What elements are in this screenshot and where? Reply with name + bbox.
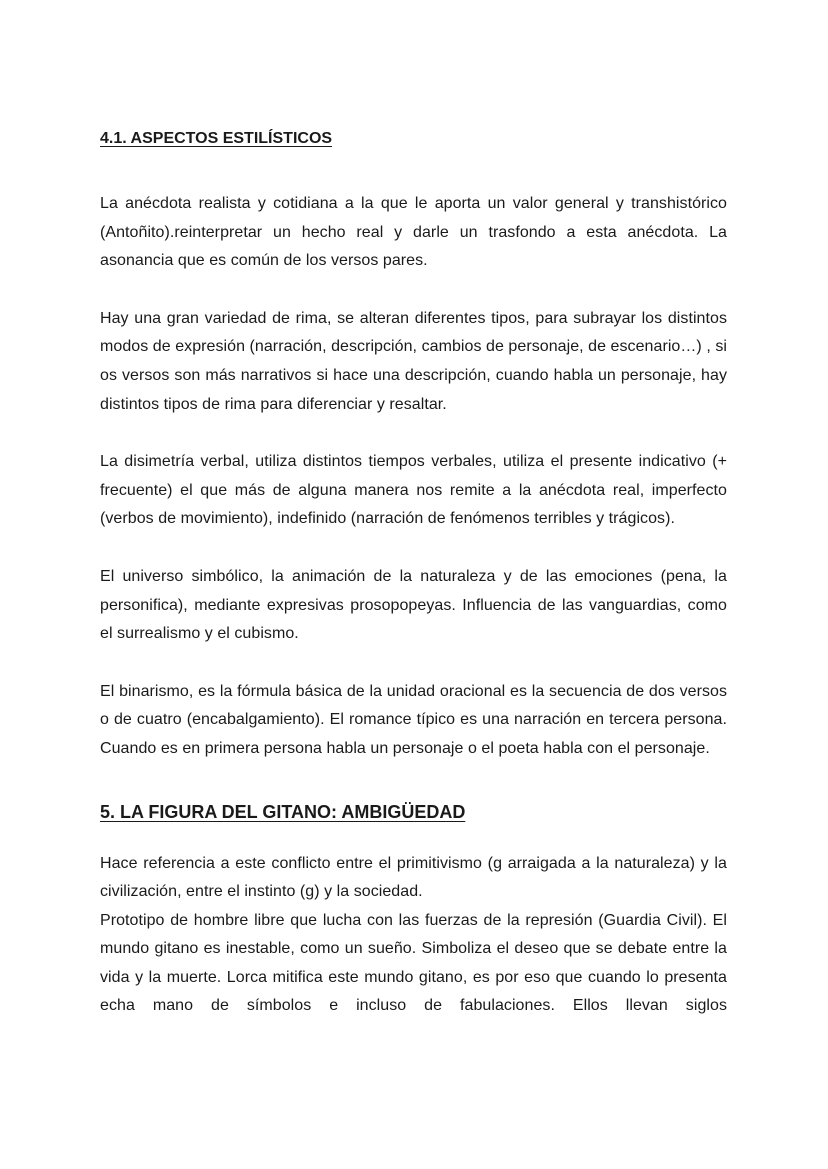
paragraph-universo-simbolico: El universo simbólico, la animación de la naturaleza y de las emociones (pena, la personifica), mediante expresivas prosopopeyas. Influencia de las vanguardias, como el surrealismo y el cubismo. [100,567,727,643]
section-4-1-heading: 4.1. ASPECTOS ESTILÍSTICOS [100,130,333,147]
paragraph-anecdota: La anécdota realista y cotidiana a la que le aporta un valor general y transhistórico (Antoñito).reinterpretar un hecho real y darle un trasfondo a esta anécdota. La asonancia que es común de los versos pares. [100,195,727,270]
document-page [100,120,727,1021]
paragraph-binarismo: El binarismo, es la fórmula básica de la unidad oracional es la secuencia de dos versos o de cuatro (encabalgamiento). El romance típico es una narración en tercera persona. Cuando es en primera persona habla un personaje o el poeta habla con el personaje. [100,682,727,757]
section-5-heading: 5. LA FIGURA DEL GITANO: AMBIGÜEDAD [100,801,466,822]
paragraph-rima: Hay una gran variedad de rima, se alteran diferentes tipos, para subrayar los distintos modos de expresión (narración, descripción, cambios de personaje, de escenario…) , si os versos son más narrativos si hace una descripción, cuando habla un personaje, hay distintos tipos de rima para diferenciar y resaltar. [100,309,727,413]
paragraph-disimetria: La disimetría verbal, utiliza distintos tiempos verbales, utiliza el presente indicativo (+ frecuente) el que más de alguna manera nos remite a la anécdota real, imperfecto (verbos de movimiento), indefinido (narración de fenómenos terribles y trágicos). [100,453,727,528]
paragraph-conflicto: Hace referencia a este conflicto entre el primitivismo (g arraigada a la naturaleza) y la civilización, entre el instinto (g) y la sociedad. [100,854,727,901]
paragraph-prototipo: Prototipo de hombre libre que lucha con las fuerzas de la represión (Guardia Civil). El mundo gitano es inestable, como un sueño. Simboliza el deseo que se debate entre la vida y la muerte. Lorca mitifica este mundo gitano, es por eso que cuando lo presenta echa mano de símbolos e incluso de fabulaciones. Ellos llevan siglos [100,911,727,1015]
